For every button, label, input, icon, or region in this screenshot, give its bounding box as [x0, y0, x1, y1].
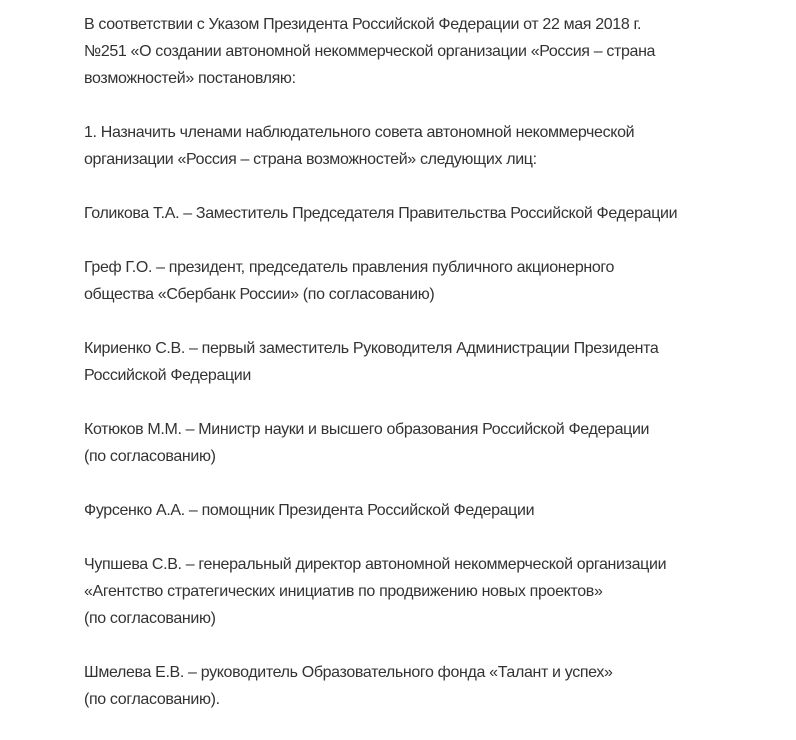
text-line: общества «Сбербанк России» (по согласованию)	[84, 286, 435, 303]
text-line: Российской Федерации	[84, 367, 251, 384]
preamble-paragraph	[84, 11, 764, 92]
text-line: «Агентство стратегических инициатив по продвижению новых проектов»	[84, 583, 603, 600]
member-gref	[84, 254, 764, 308]
text-line: В соответствии с Указом Президента Российской Федерации от 22 мая 2018 г.	[84, 16, 642, 33]
text-line: Кириенко С.В. – первый заместитель Руководителя Администрации Президента	[84, 340, 659, 357]
text-line: Котюков М.М. – Министр науки и высшего образования Российской Федерации	[84, 421, 650, 438]
member-golikova	[84, 200, 764, 227]
member-fursenko	[84, 497, 764, 524]
document-body	[84, 11, 764, 740]
text-line: возможностей» постановляю:	[84, 70, 296, 87]
text-line: Греф Г.О. – президент, председатель правления публичного акционерного	[84, 259, 615, 276]
text-line: (по согласованию).	[84, 691, 220, 708]
member-kirienko	[84, 335, 764, 389]
text-line: №251 «О создании автономной некоммерческой организации «Россия – страна	[84, 43, 656, 60]
text-line: (по согласованию)	[84, 448, 216, 465]
member-kotyukov	[84, 416, 764, 470]
text-line: Чупшева С.В. – генеральный директор автономной некоммерческой организации	[84, 556, 667, 573]
clause-1-paragraph	[84, 119, 764, 173]
text-line: Голикова Т.А. – Заместитель Председателя Правительства Российской Федерации	[84, 205, 678, 222]
text-line: Шмелева Е.В. – руководитель Образовательного фонда «Талант и успех»	[84, 664, 613, 681]
member-chupsheva	[84, 551, 764, 632]
text-line: Фурсенко А.А. – помощник Президента Российской Федерации	[84, 502, 535, 519]
member-shmeleva	[84, 659, 764, 713]
text-line: (по согласованию)	[84, 610, 216, 627]
text-line: организации «Россия – страна возможностей» следующих лиц:	[84, 151, 537, 168]
text-line: 1. Назначить членами наблюдательного совета автономной некоммерческой	[84, 124, 635, 141]
